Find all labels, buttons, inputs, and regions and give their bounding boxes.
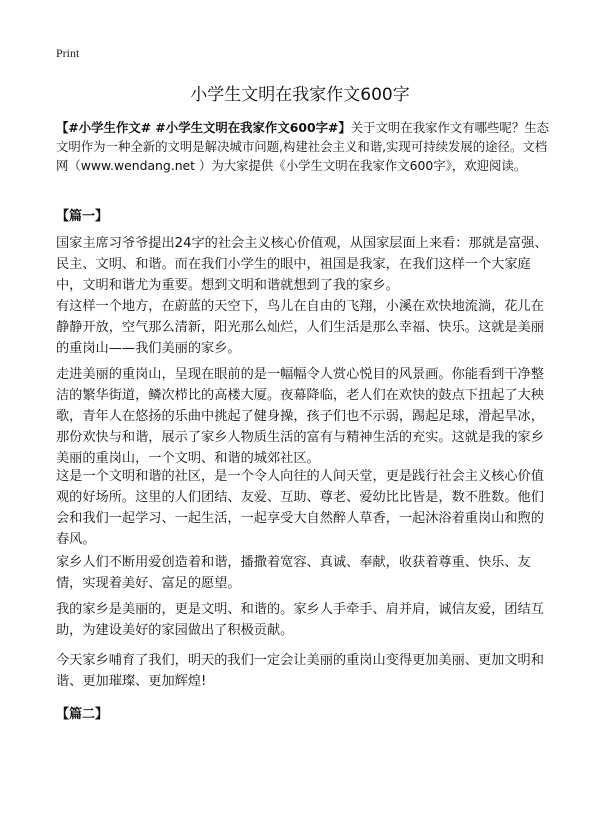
section-heading-2: 【篇二】 — [56, 707, 109, 722]
paragraph-4: 这是一个文明和谐的社区，是一个令人向往的人间天堂，更是践行社会主义核心价值观的好场所。这里的人们团结、友爱、互助、尊老、爱幼比比皆是，数不胜数。他们会和我们一起学习、一起生活，一起享受大自然醉人草香，一起沐浴着重岗山和煦的春风。 — [56, 469, 544, 547]
print-label: Print — [56, 46, 80, 60]
paragraph-6: 我的家乡是美丽的，更是文明、和谐的。家乡人手牵手、肩并肩，诚信友爱，团结互助，为建设美好的家园做出了积极贡献。 — [56, 602, 544, 638]
section-heading-1: 【篇一】 — [56, 209, 109, 224]
intro-paragraph — [56, 118, 550, 175]
paragraph-3: 走进美丽的重岗山，呈现在眼前的是一幅幅令人赏心悦目的风景画。你能看到干净整洁的繁华街道，鳞次栉比的高楼大厦。夜幕降临，老人们在欢快的鼓点下扭起了大秧歌，青年人在悠扬的乐曲中挑起了健身操，孩子们也不示弱，踢起足球，滑起旱冰，那份欢快与和谐，展示了家乡人物质生活的富有与精神生活的充实。这就是我的家乡美丽的重岗山，一个文明、和谐的城郊社区。 — [56, 367, 544, 466]
paragraph-5: 家乡人们不断用爱创造着和谐，播撒着宽容、真诚、奉献，收获着尊重、快乐、友情，实现着美好、富足的愿望。 — [56, 555, 531, 591]
intro-tags: 【#小学生作文# #小学生文明在我家作文600字#】 — [56, 120, 351, 135]
paragraph-7: 今天家乡哺育了我们，明天的我们一定会让美丽的重岗山变得更加美丽、更加文明和谐、更加璀璨、更加辉煌! — [56, 653, 544, 689]
paragraph-2: 有这样一个地方，在蔚蓝的天空下，鸟儿在自由的飞翔，小溪在欢快地流淌，花儿在静静开放，空气那么清新，阳光那么灿烂，人们生活是那么幸福、快乐。这就是美丽的重岗山——我们美丽的家乡。 — [56, 299, 544, 356]
intro-text: 关于文明在我家作文有哪些呢？生态文明作为一种全新的文明是解决城市问题,构建社会主义和谐,实现可持续发展的途径。文档网（www.wendang.net ）为大家提供《小学生文明在我家作文600字》，欢迎阅读。 — [56, 120, 549, 173]
paragraph-1: 国家主席习爷爷提出24字的社会主义核心价值观，从国家层面上来看：那就是富强、民主、文明、和谐。而在我们小学生的眼中，祖国是我家，在我们这样一个大家庭中，文明和谐尤为重要。想到文明和谐就想到了我的家乡。 — [56, 236, 548, 293]
document-title: 小学生文明在我家作文600字 — [190, 85, 410, 105]
